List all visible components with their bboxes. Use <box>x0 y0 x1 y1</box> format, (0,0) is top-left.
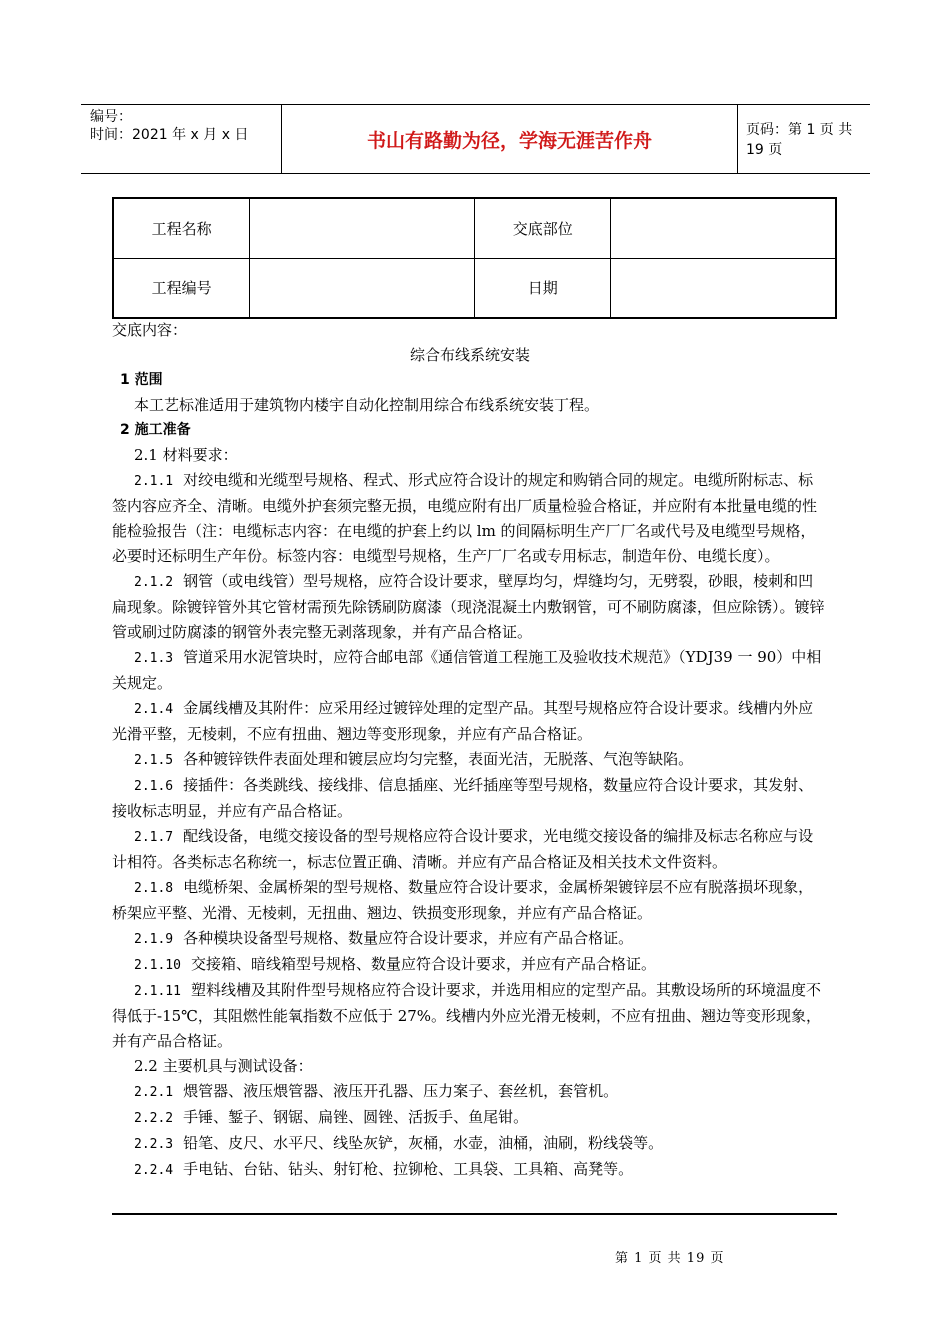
paragraph-2-1-10 <box>112 952 828 978</box>
clause-number: 2.1.9 <box>134 932 174 947</box>
paragraph-2-1-9 <box>112 926 828 952</box>
number-label: 编号： <box>90 109 132 125</box>
page-header <box>81 104 870 174</box>
clause-text: 对绞电缆和光缆型号规格、程式、形式应符合设计的规定和购销合同的规定。电缆所附标志、标签内容应齐全、清晰。电缆外护套须完整无损，电缆应附有出厂质量检验合格证，并应附有本批量电缆的性能检验报告（注：电缆标志内容：在电缆的护套上约以 lm 的间隔标明生产厂厂名或代号及电缆型号规格，必要时还标明生产年份。标签内容：电缆型号规格，生产厂厂名或专用标志，制造年份、电缆长度）。 <box>112 471 818 565</box>
clause-text: 手电钻、台钻、钻头、射钉枪、拉铆枪、工具袋、工具箱、高凳等。 <box>183 1160 634 1178</box>
clause-text: 管道采用水泥管块时，应符合邮电部《通信管道工程施工及验收技术规范》（YDJ39 一 90）中相关规定。 <box>112 648 822 692</box>
project-number-value <box>250 258 475 318</box>
clause-number: 2.1.2 <box>134 575 174 590</box>
paragraph-2-1-4 <box>112 696 828 747</box>
header-slogan: 书山有路勤为径，学海无涯苦作舟 <box>282 105 738 173</box>
header-page-label: 页码：第 1 页 共 19 页 <box>746 122 853 158</box>
paragraph-2-1-6 <box>112 773 828 824</box>
clause-number: 2.1.6 <box>134 779 174 794</box>
clause-number: 2.1.1 <box>134 474 174 489</box>
clause-text: 金属线槽及其附件：应采用经过镀锌处理的定型产品。其型号规格应符合设计要求。线槽内外应光滑平整，无棱刺，不应有扭曲、翘边等变形现象，并应有产品合格证。 <box>112 699 814 743</box>
paragraph-2-2-3 <box>112 1131 828 1157</box>
clause-number: 2.1.10 <box>134 958 181 973</box>
clause-number: 2.2.3 <box>134 1137 174 1152</box>
project-name-value <box>250 198 475 258</box>
clause-number: 2.1.4 <box>134 702 174 717</box>
disclosure-part-label: 交底部位 <box>475 198 611 258</box>
disclosure-part-value <box>611 198 836 258</box>
date-value <box>611 258 836 318</box>
paragraph-2-1-2 <box>112 569 828 645</box>
paragraph-2-1-5 <box>112 747 828 773</box>
section-2-heading: 2 施工准备 <box>120 422 191 438</box>
clause-number: 2.2.1 <box>134 1085 174 1100</box>
document-body <box>112 318 828 1183</box>
paragraph-2-1-8 <box>112 875 828 926</box>
project-number-label: 工程编号 <box>113 258 250 318</box>
clause-number: 2.2.2 <box>134 1111 174 1126</box>
paragraph-2-2-2 <box>112 1105 828 1131</box>
clause-text: 铅笔、皮尺、水平尺、线坠灰铲，灰桶，水壶，油桶，油刷，粉线袋等。 <box>183 1134 664 1152</box>
clause-text: 各种镀锌铁件表面处理和镀层应均匀完整，表面光洁，无脱落、气泡等缺陷。 <box>183 750 694 768</box>
clause-number: 2.1.7 <box>134 830 174 845</box>
bottom-divider <box>112 1213 837 1215</box>
paragraph-2-2-4 <box>112 1157 828 1183</box>
doc-title: 综合布线系统安装 <box>409 346 530 364</box>
table-row <box>113 198 836 258</box>
date-label: 日期 <box>475 258 611 318</box>
clause-text: 各种模块设备型号规格、数量应符合设计要求，并应有产品合格证。 <box>183 929 634 947</box>
time-label: 时间：2021 年 x 月 x 日 <box>90 127 249 143</box>
clause-text: 电缆桥架、金属桥架的型号规格、数量应符合设计要求，金属桥架镀锌层不应有脱落损坏现象，桥架应平整、光滑、无棱刺，无扭曲、翘边、铁损变形现象，并应有产品合格证。 <box>112 878 814 922</box>
table-row <box>113 258 836 318</box>
clause-text: 接插件：各类跳线、接线排、信息插座、光纤插座等型号规格，数量应符合设计要求，其发射、接收标志明显，并应有产品合格证。 <box>112 776 814 820</box>
subsection-2-1: 2.1 材料要求： <box>134 446 238 464</box>
project-info-table <box>112 197 837 319</box>
clause-text: 交接箱、暗线箱型号规格、数量应符合设计要求，并应有产品合格证。 <box>190 955 656 973</box>
clause-text: 钢管（或电线管）型号规格，应符合设计要求，壁厚均匀，焊缝均匀，无劈裂，砂眼，棱刺和凹扁现象。除镀锌管外其它管材需预先除锈刷防腐漆（现浇混凝土内敷钢管，可不刷防腐漆，但应除锈）。镀锌管或刷过防腐漆的钢管外表完整无剥落现象，并有产品合格证。 <box>112 572 825 641</box>
paragraph-2-2-1 <box>112 1079 828 1105</box>
paragraph-2-1-7 <box>112 824 828 875</box>
page-footer: 第 1 页 共 19 页 <box>615 1251 725 1266</box>
section-1-text: 本工艺标准适用于建筑物内楼宇自动化控制用综合布线系统安装丁程。 <box>134 396 600 414</box>
paragraph-2-1-3 <box>112 645 828 696</box>
clause-text: 配线设备，电缆交接设备的型号规格应符合设计要求，光电缆交接设备的编排及标志名称应与设计相符。各类标志名称统一，标志位置正确、清晰。并应有产品合格证及相关技术文件资料。 <box>112 827 814 871</box>
clause-text: 煨管器、液压煨管器、液压开孔器、压力案子、套丝机，套管机。 <box>183 1082 619 1100</box>
paragraph-2-1-11 <box>112 978 828 1054</box>
section-1-heading: 1 范围 <box>120 372 163 388</box>
subsection-2-2: 2.2 主要机具与测试设备： <box>134 1057 313 1075</box>
clause-text: 塑料线槽及其附件型号规格应符合设计要求，并选用相应的定型产品。其敷设场所的环境温度不得低于-15℃，其阻燃性能氧指数不应低于 27%。线槽内外应光滑无棱刺，不应有扭曲、翘边等变形现象，并有产品合格证。 <box>112 981 822 1050</box>
clause-number: 2.2.4 <box>134 1163 174 1178</box>
clause-number: 2.1.5 <box>134 753 174 768</box>
disclosure-label: 交底内容： <box>112 321 188 339</box>
paragraph-2-1-1 <box>112 468 828 569</box>
header-meta <box>81 105 282 173</box>
clause-number: 2.1.8 <box>134 881 174 896</box>
project-name-label: 工程名称 <box>113 198 250 258</box>
clause-number: 2.1.3 <box>134 651 174 666</box>
clause-text: 手锤、錾子、钢锯、扁锉、圆锉、活扳手、鱼尾钳。 <box>183 1108 529 1126</box>
clause-number: 2.1.11 <box>134 984 181 999</box>
